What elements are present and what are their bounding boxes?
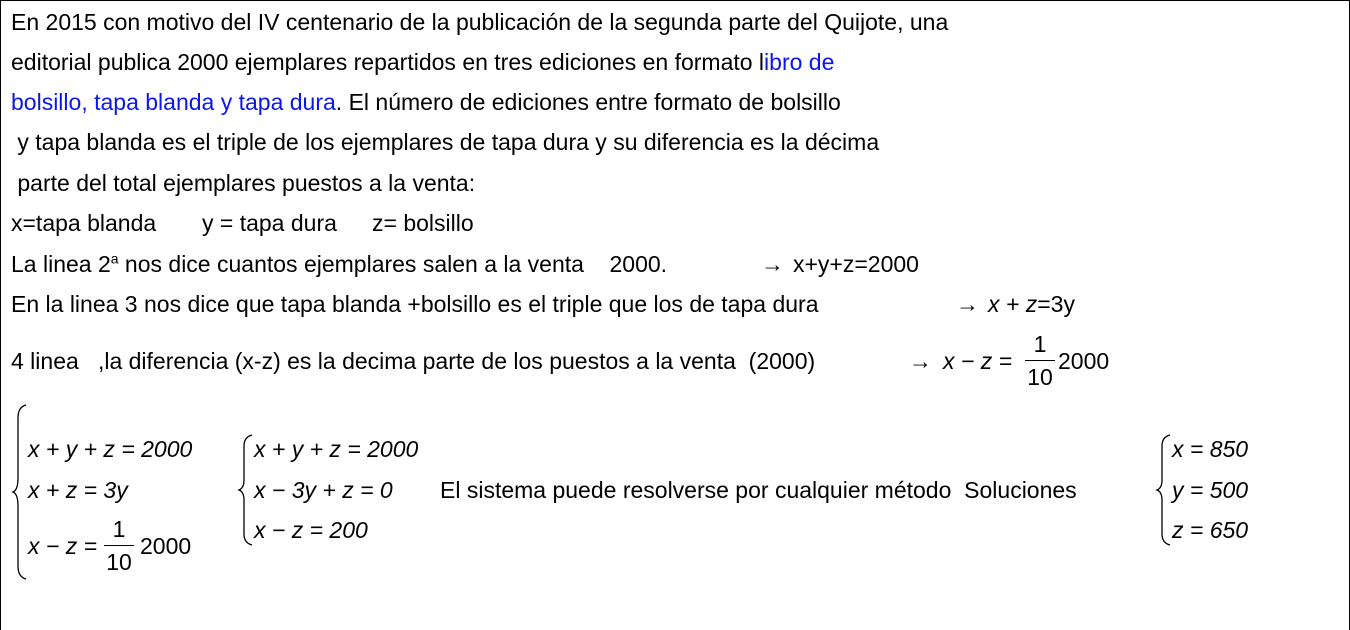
arrow-icon: → [956, 291, 979, 317]
solution-z [1172, 516, 1248, 544]
system2-equation-3 [254, 516, 368, 544]
system1-equation-2 [28, 476, 128, 504]
problem-line-2-text: editorial publica 2000 ejemplares repartidos en tres ediciones en formato l [11, 49, 765, 75]
analysis-line-2-superscript: a [110, 250, 119, 267]
conclusion-text: El sistema puede resolverse por cualquier método Soluciones [440, 477, 1077, 503]
analysis-line-2-text-b: nos dice cuantos ejemplares salen a la venta 2000. [118, 251, 687, 277]
system1-equation-2-text: x + z = 3y [28, 477, 128, 503]
left-brace-icon [12, 404, 28, 580]
problem-line-4: y tapa blanda es el triple de los ejemplares de tapa dura y su diferencia es la décima [11, 129, 880, 155]
problem-line-5: parte del total ejemplares puestos a la venta: [11, 170, 476, 196]
system1-equation-1-text: x + y + z = 2000 [28, 436, 193, 462]
solution-x [1172, 435, 1248, 463]
system1-equation-3-lhs: x − z = [28, 533, 98, 559]
analysis-line-2-equation: x+y+z=2000 [793, 251, 919, 277]
system1-equation-3 [28, 532, 97, 560]
arrow-icon: → [909, 348, 932, 374]
analysis-line-2 [11, 250, 686, 278]
problem-line-2-highlight: ibro de [764, 49, 835, 75]
problem-line-3-text: . El número de ediciones entre formato de bolsillo [335, 89, 841, 115]
analysis-line-3-equation-rhs: =3y [1037, 291, 1075, 317]
left-brace-icon [238, 434, 254, 546]
problem-line-3 [11, 88, 841, 116]
analysis-line-4-equation: x − z = [943, 348, 1013, 374]
problem-line-1: En 2015 con motivo del IV centenario de la publicación de la segunda parte del Quijote, una [11, 9, 949, 35]
system2-equation-1-text: x + y + z = 2000 [254, 436, 419, 462]
system1-equation-3-tail: 2000 [140, 533, 192, 559]
system2-equation-1 [254, 435, 418, 463]
analysis-line-4: 4 linea ,la diferencia (x-z) es la decima parte de los puestos a la venta (2000) [11, 348, 816, 374]
system1-fraction [104, 515, 134, 576]
variable-x: x=tapa blanda [11, 210, 157, 236]
system2-equation-2-text: x − 3y + z = 0 [254, 477, 393, 503]
analysis-line-3-equation-lhs: x + z [988, 291, 1038, 317]
variable-z: z= bolsillo [372, 210, 474, 236]
problem-line-2 [11, 48, 834, 76]
fraction-bar [1025, 360, 1055, 361]
system1-equation-1 [28, 435, 192, 463]
analysis-line-3-equation [988, 290, 1075, 318]
analysis-line-4-fraction [1025, 330, 1055, 391]
solution-z-text: z = 650 [1172, 517, 1249, 543]
analysis-line-3: En la linea 3 nos dice que tapa blanda +bolsillo es el triple que los de tapa dura [11, 291, 819, 317]
fraction-denominator: 10 [1027, 364, 1053, 390]
solution-y-text: y = 500 [1172, 477, 1249, 503]
fraction-bar [104, 545, 134, 546]
variable-y: y = tapa dura [202, 210, 337, 236]
system2-equation-3-text: x − z = 200 [254, 517, 368, 543]
system2-equation-2 [254, 476, 393, 504]
analysis-line-4-tail: 2000 [1058, 348, 1110, 374]
analysis-line-2-text-a: La linea 2 [11, 251, 111, 277]
problem-line-3-highlight: bolsillo, tapa blanda y tapa dura [11, 89, 336, 115]
arrow-icon: → [761, 251, 784, 277]
fraction-numerator: 1 [1033, 331, 1047, 357]
fraction-numerator: 1 [112, 516, 126, 542]
fraction-denominator: 10 [106, 549, 132, 575]
left-brace-icon [1156, 434, 1172, 546]
solution-x-text: x = 850 [1172, 436, 1249, 462]
solution-y [1172, 476, 1248, 504]
